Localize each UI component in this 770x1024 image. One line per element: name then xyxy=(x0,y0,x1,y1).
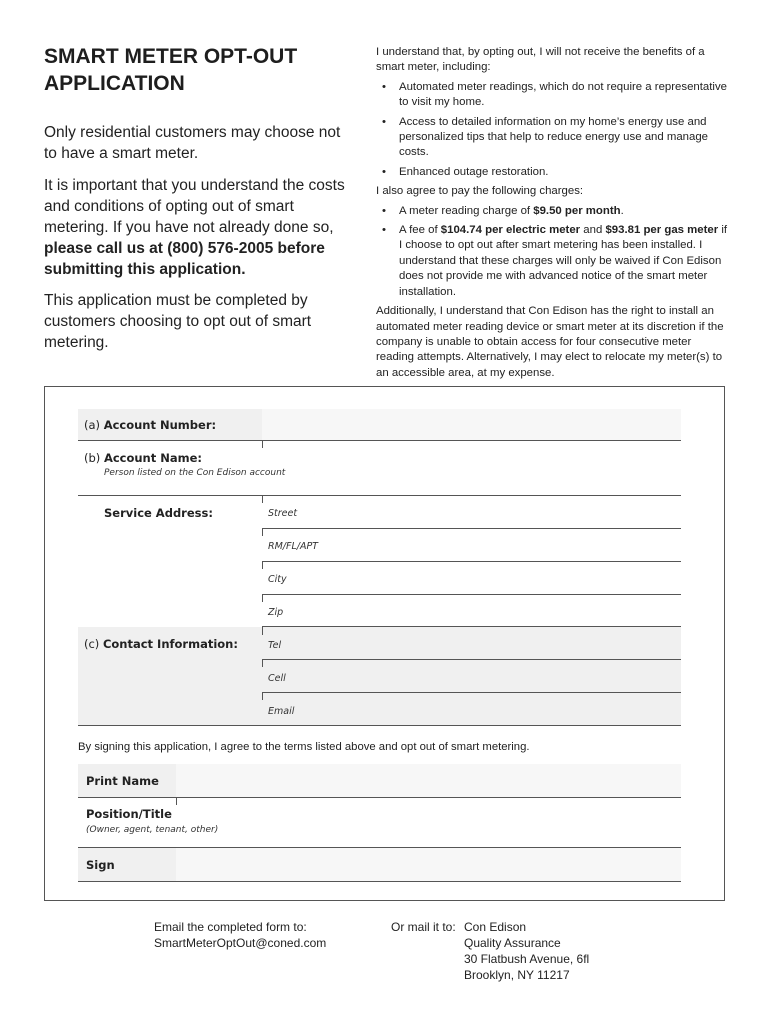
charges-intro: I also agree to pay the following charges: xyxy=(376,185,584,198)
account-name-hint: Person listed on the Con Edison account xyxy=(104,468,286,478)
street-label: Street xyxy=(268,508,298,519)
benefits-list xyxy=(376,80,728,180)
benefit-item: • Enhanced outage restoration. xyxy=(376,165,728,180)
mail-line: Quality Assurance xyxy=(464,936,561,950)
print-name-label: Print Name xyxy=(86,774,159,788)
email-instructions xyxy=(154,919,326,951)
mail-line: 30 Flatbush Avenue, 6fl xyxy=(464,952,590,966)
account-number-label: (a) Account Number: xyxy=(84,418,217,432)
understand-text: I understand that, by opting out, I will not receive the benefits of a smart meter, including: xyxy=(376,46,705,74)
tel-label: Tel xyxy=(268,640,282,651)
mail-line: Brooklyn, NY 11217 xyxy=(464,968,570,982)
title-line-2: APPLICATION xyxy=(44,72,185,95)
page-title xyxy=(44,43,344,97)
position-input[interactable] xyxy=(176,798,681,847)
account-number-input[interactable] xyxy=(262,409,681,440)
intro-paragraph: Only residential customers may choose not to have a smart meter. xyxy=(44,124,341,162)
charge-item-monthly: • A meter reading charge of $9.50 per month. xyxy=(376,204,728,219)
sign-label: Sign xyxy=(86,858,115,872)
signature-input[interactable] xyxy=(176,848,681,881)
completion-paragraph: This application must be completed by customers choosing to opt out of smart metering. xyxy=(44,292,312,351)
agreement-text: By signing this application, I agree to the terms listed above and opt out of smart metering. xyxy=(78,741,530,753)
street-input[interactable] xyxy=(262,496,681,529)
mailing-address xyxy=(464,919,589,983)
cell-label: Cell xyxy=(268,673,286,684)
mail-intro: Or mail it to: xyxy=(391,920,456,934)
additionally-text: Additionally, I understand that Con Edison has the right to install an automated meter reading device or smart meter at its discretion if the company is unable to obtain access for four consecutive meter reading attempts. Alternatively, I may elect to relocate my meter(s) to an accessible area, at my expense. xyxy=(376,305,724,379)
terms-column xyxy=(376,45,728,381)
service-address-label: Service Address: xyxy=(104,506,213,520)
important-text: It is important that you understand the costs and conditions of opting out of smart metering. If you have not already done so, xyxy=(44,177,345,236)
email-input[interactable] xyxy=(262,693,681,726)
position-label: Position/Title xyxy=(86,807,172,821)
email-address-link[interactable]: SmartMeterOptOut@coned.com xyxy=(154,936,327,950)
title-line-1: SMART METER OPT-OUT xyxy=(44,45,298,68)
mail-line: Con Edison xyxy=(464,920,527,934)
zip-input[interactable] xyxy=(262,595,681,627)
print-name-input[interactable] xyxy=(176,764,681,797)
charges-list xyxy=(376,204,728,300)
email-label: Email xyxy=(268,706,295,717)
account-name-input[interactable] xyxy=(262,441,681,495)
charge-item-fee: • A fee of $104.74 per electric meter and $93.81 per gas meter if I choose to opt out after smart metering has been installed. I understand that these charges will only be waived if Con Edison does not provide me with advanced notice of the smart meter installation. xyxy=(376,223,728,300)
cell-input[interactable] xyxy=(262,660,681,693)
benefit-item: • Access to detailed information on my home’s energy use and personalized tips that help to reduce energy use and manage costs. xyxy=(376,115,728,161)
contact-info-label: (c) Contact Information: xyxy=(84,637,238,651)
email-intro: Email the completed form to: xyxy=(154,920,307,934)
zip-label: Zip xyxy=(268,607,284,618)
benefit-item: • Automated meter readings, which do not require a representative to visit my home. xyxy=(376,80,728,111)
tel-input[interactable] xyxy=(262,627,681,660)
position-hint: (Owner, agent, tenant, other) xyxy=(86,825,219,835)
city-input[interactable] xyxy=(262,562,681,595)
account-name-label: (b) Account Name: xyxy=(84,451,203,465)
important-paragraph xyxy=(44,175,356,280)
call-us-text: please call us at (800) 576-2005 before submitting this application. xyxy=(44,240,325,278)
rm-fl-apt-label: RM/FL/APT xyxy=(268,541,318,552)
city-label: City xyxy=(268,574,287,585)
rm-fl-apt-input[interactable] xyxy=(262,529,681,562)
